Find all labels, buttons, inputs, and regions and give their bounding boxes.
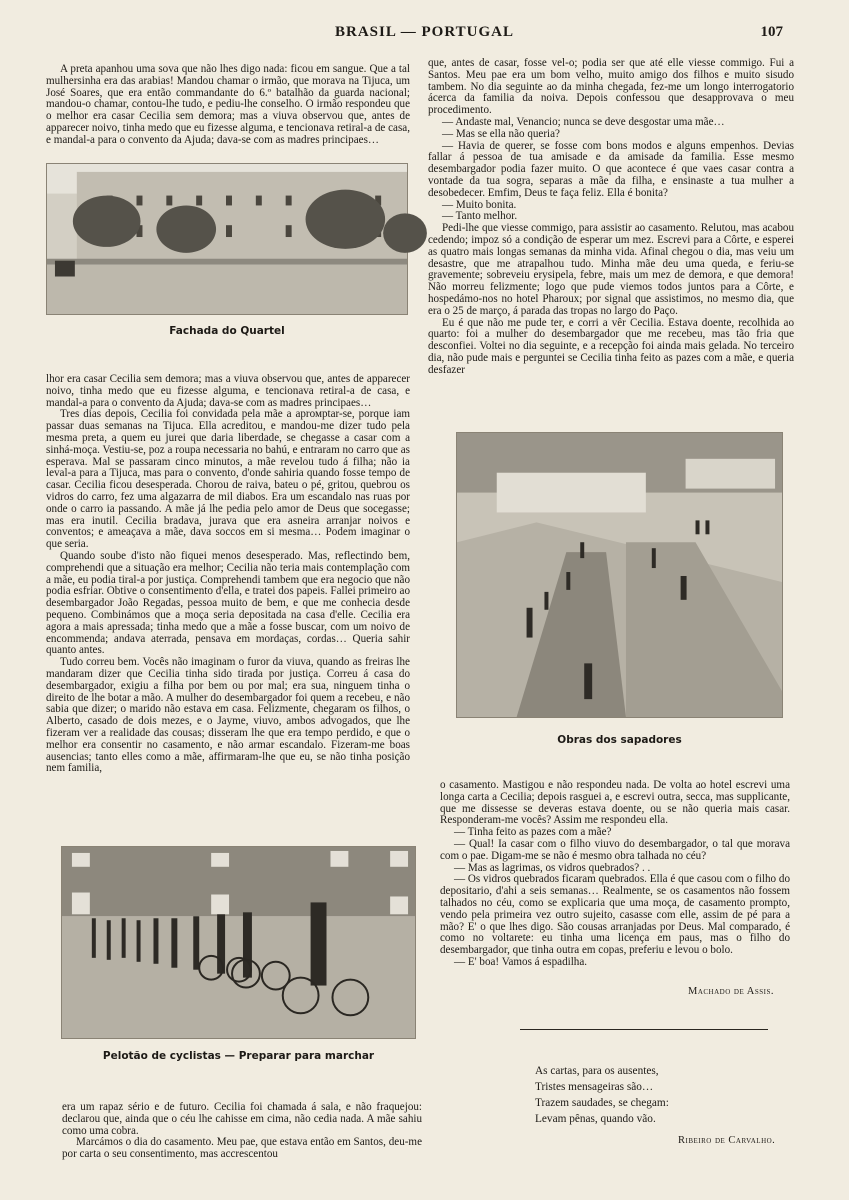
running-header: BRASIL — PORTUGAL <box>334 24 514 40</box>
paragraph: — Andaste mal, Venancio; nunca se deve desgostar uma mãe… <box>442 115 725 128</box>
paragraph: — E' boa! Vamos á espadilha. <box>454 955 588 968</box>
paragraph: — Tinha feito as pazes com a mãe? <box>454 826 612 839</box>
poem-line: Tristes mensageiras são… <box>535 1081 654 1093</box>
paragraph: que, antes de casar, fosse vel-o; podia ser que até elle viesse commigo. Fui a Santos. Meu pae era um bom velho, muito amigo dos filhos e muito sisudo tambem. No dia seguinte ao da minha chegada, fez-me um longo interrogatorio ácerca da familia da noiva. Depois confessou que desapprovava o meu procedimento. <box>428 57 794 117</box>
poem-line: Trazem saudades, se chegam: <box>535 1097 669 1109</box>
paragraph: — Os vidros quebrados ficaram quebrados. Ella é que casou com o filho do depositario, d'ahi a seis semanas… Realmente, se os casamentos não fossem talhados no céu, como se explicaria que uma moça, de casamento prompto, vendo pela primeira vez outro sujeito, casasse com elle, assim de pé para a mão? E' o que lhes digo. São cousas arranjadas por Deus. Mal comparado, é como no voltarete: eu tinha uma licença em paus, mas o filho do desembargador, que tinha outra em copas, preferiu e levou o bolo. <box>440 873 790 957</box>
page-number: 107 <box>760 24 783 40</box>
paragraph: Eu é que não me pude ter, e corri a vêr Cecilia. Estava doente, recolhida ao quarto: foi a mulher do desembargador que me recebeu, mas tão fria que desconfiei. Voltei no dia seguinte, e a recepção foi ainda mais gelada. No terceiro dia, não pude mais e perguntei se Cecilia tinha feito as pazes com a mãe, e queria desfazer <box>428 316 794 376</box>
poem-line: Levam pênas, quando vão. <box>535 1113 656 1125</box>
photo-sappers-works <box>456 432 783 718</box>
signature-ribeiro: Ribeiro de Carvalho. <box>678 1135 776 1146</box>
left-text-block-3 <box>62 1102 422 1161</box>
paragraph: — Tanto melhor. <box>442 210 518 223</box>
paragraph: Marcámos o dia do casamento. Meu pae, que estava então em Santos, deu-me por carta o seu consentimento, mas accrescentou <box>62 1136 422 1161</box>
left-text-block-1 <box>46 63 410 146</box>
paragraph: Tudo correu bem. Vocês não imaginam o furor da viuva, quando as freiras lhe mandaram dizer que Cecilia tinha sido tirada por justiça. Correu á casa do desembargador, exigiu a filha por bem ou por mal; era sua, ninguem tinha o direito de lhe botar a mão. A mulher do desembargador foi quem a recebeu, e não sabia que dizer; o marido não estava em casa. Felizmente, chegaram os filhos, o Alberto, casado de dois mezes, e o Jayme, viuvo, ambos advogados, que lhe fizeram ver a realidade das cousas; disseram lhe que era tempo perdido, e que o melhor era consentir no casamento, e não armar escandalo. Fizeram-me boas ausencias; tanto elles como a mãe, affirmaram-lhe que eu, se não tinha posição nem familia, <box>46 656 410 775</box>
paragraph: — Qual! Ia casar com o filho viuvo do desembargador, o tal que morava com o pae. Digam-me se não é mesmo obra talhada no céu? <box>440 837 790 862</box>
paragraph: Pedi-lhe que viesse commigo, para assistir ao casamento. Relutou, mas acabou cedendo; impoz só a condição de esperar um mez. Escrevi para a Côrte, e esperei as quatro mais longas semanas da minha vida. Afinal chegou o dia, mas veiu um desastre, que me atrapalhou tudo. Minha mãe deu uma queda, e feriu-se gravemente; sobreveiu erysipela, febre, mais um mez de demora, e que demora! Não morreu felizmente; logo que pude viemos todos juntos para a Côrte, e hospedámo-nos no hotel Pharoux; por signal que assistimos, no mesmo dia, que era o 25 de março, á parada das tropas no largo do Paço. <box>428 222 794 317</box>
paragraph: Tres dias depois, Cecilia foi convidada pela mãe a aprомptar-se, porque iam passar duas semanas na Tijuca. Ella acreditou, e mandou-me dizer tudo pela mesma preta, a quem eu jurei que daria liberdade, se chegasse a casar com a sinhá-moça. Vestiu-se, poz a roupa necessaria no bahú, e entraram no carro que as esperava. Mal se passaram cinco minutos, a mãe revelou tudo á filha; não ia leval-a para a Tijuca, mas para o convento, d'onde sahiria quando fosse tempo de casar. Cecilia ficou desesperada. Chorou de raiva, bateu o pé, gritou, quebrou os vidros do carro, fez uma algazarra de mil diabos. Era um escandalo nas ruas por onde o carro ia passando. A mãe já lhe pedia pelo amor de Deus que socegasse; mas era inutil. Cecilia bradava, jurava que era asneira arranjar noivos e conventos; e ameaçava a mãe, dava soccos em si mesma… Podem imaginar o que seria. <box>46 408 410 551</box>
paragraph: era um rapaz sério e de futuro. Cecilia foi chamada á sala, e não fraquejou: declarou que, ainda que o céu lhe cahisse em cima, não cedia nada. A mãe sahiu como uma cobra. <box>62 1101 422 1137</box>
caption-fig1: Fachada do Quartel <box>169 325 285 337</box>
poem-line: As cartas, para os ausentes, <box>535 1065 659 1077</box>
paragraph: Quando soube d'isto não fiquei menos desesperado. Mas, reflectindo bem, comprehendi que a situação era melhor; Cecilia não teria mais contemplação com a mãe, eu podia tiral-a por justiça. Comprehendi tambem que era negocio que não podia esfriar. Obtive o consentimento d'ella, e tratei dos papeis. Fallei primeiro ao desembargador João Regadas, pessoa muito de bem, e que me conhecia desde pequeno. Combinámos que a moça seria depositada na casa d'elle. Cecilia era agora a mais apressada; tinha medo que a mãe a fosse buscar, com um noivo de encommenda; andava aterrada, pensava em mordaças, cordas… Queria sahir quanto antes. <box>46 549 410 657</box>
paragraph: — Muito bonita. <box>442 198 517 211</box>
caption-fig2: Obras dos sapadores <box>557 734 682 746</box>
photo-barracks-facade <box>46 163 408 315</box>
photo-cyclist-platoon <box>61 846 416 1039</box>
paragraph: — Mas se ella não queria? <box>442 127 560 140</box>
paragraph: — Havia de querer, se fosse com bons modos e alguns empenhos. Devias fallar á pessoa de tua amisade e da amisade da familia. Esse mesmo desembargador podia fazer muito. O que acontece é que vaes casar contra a vontade da tua sogra, separas a mãe da filha, e ensinaste a tua mulher a desobedecer. Emfim, Deus te faça feliz. Ella é bonita? <box>428 139 794 199</box>
paragraph: A preta apanhou uma sova que não lhes digo nada: ficou em sangue. Que a tal mulhersinha era das arabias! Mandou chamar o irmão, que morava na Tijuca, um José Soares, que era então commandante do 6.º batalhão da guarda nacional; mandou-o chamar, contou-lhe tudo, e pediu-lhe conselho. O irmão respondeu que o melhor era casar Cecilia sem demora; mas a viuva observou que, antes de apparecer noivo, tinha medo que eu fizesse alguma, e tencionava retiral-a de casa, e mandal-a para o convento da Ajuda; dava-se com as madres principaes… <box>46 63 410 146</box>
left-text-block-2 <box>46 374 410 775</box>
paragraph: o casamento. Mastigou e não respondeu nada. De volta ao hotel escrevi uma longa carta a Cecilia; depois rasguei a, e escrevi outra, secca, mas supplicante, que me dissesse se deveras estava doente, ou se não queria mais casar. Responderam-me vocês? Assim me respondeu ella. <box>440 779 790 827</box>
caption-fig3: Pelotão de cyclistas — Preparar para marchar <box>102 1050 375 1062</box>
poem <box>535 1063 669 1127</box>
paragraph: — Mas as lagrimas, os vidros quebrados? . . <box>454 861 651 874</box>
signature-machado: Machado de Assis. <box>688 986 775 997</box>
section-divider <box>520 1029 768 1030</box>
paragraph: lhor era casar Cecilia sem demora; mas a viuva observou que, antes de apparecer noivo, tinha medo que eu fizesse alguma, e tencionava retiral-a de casa, e mandal-a para o convento da Ajuda; dava-se com as madres principaes… <box>46 373 410 409</box>
right-text-block-2 <box>440 780 790 969</box>
right-text-block-1 <box>428 58 794 377</box>
